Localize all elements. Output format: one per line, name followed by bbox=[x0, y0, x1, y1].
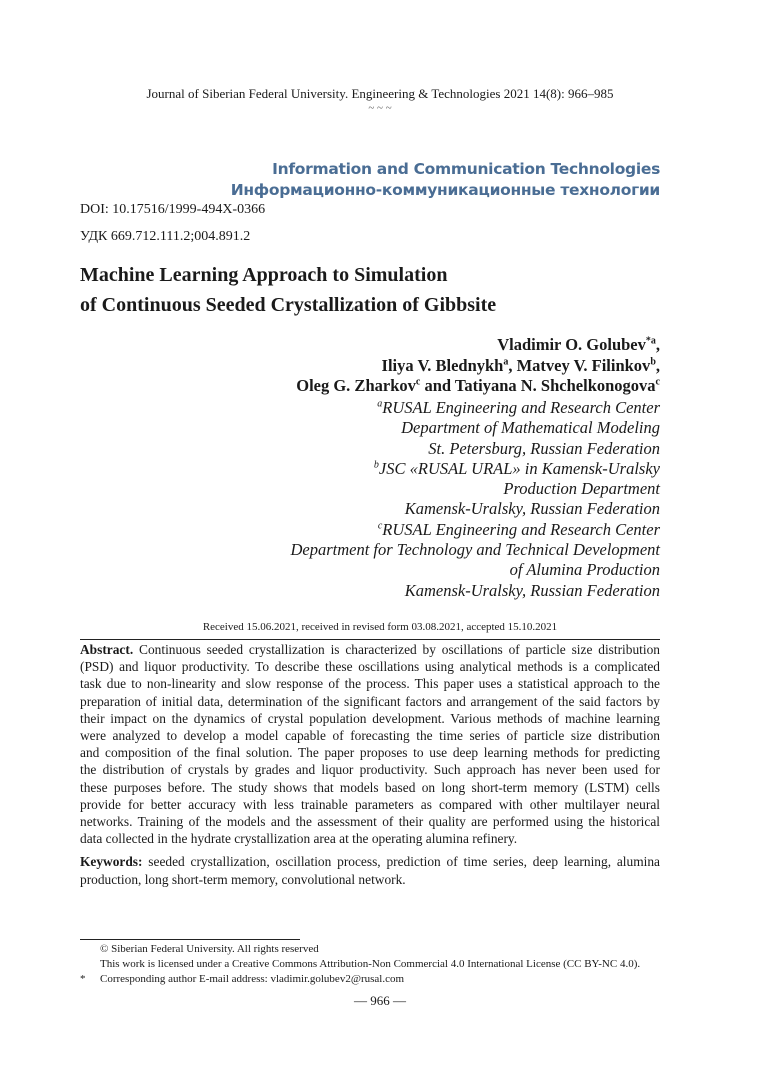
doi: DOI: 10.17516/1999-494X-0366 bbox=[80, 202, 266, 217]
affil-sup: b bbox=[373, 459, 379, 471]
abstract-line: were analyzed to develop a model capable of forecasting the time series of particle size distribution bbox=[80, 728, 660, 744]
keywords-line: production, long short-term memory, convolutional network. bbox=[80, 872, 406, 887]
footnote-divider bbox=[80, 939, 300, 940]
separator: , bbox=[655, 335, 660, 354]
abstract-line: their impact on the dynamics of crystal population development. Various methods of machine learning bbox=[80, 710, 660, 726]
section-title-en: Information and Communication Technologies bbox=[272, 160, 660, 178]
separator: , bbox=[655, 355, 660, 375]
section-title-ru: Информационно-коммуникационные технологии bbox=[230, 181, 660, 199]
abstract-line: task due to non-linearity and slow response of the process. This paper uses a statistical approach to the bbox=[80, 676, 660, 692]
author-sup: *a bbox=[645, 335, 656, 347]
affil-line: Kamensk-Uralsky, Russian Federation bbox=[404, 499, 660, 519]
author-sup: b bbox=[650, 356, 656, 367]
keywords bbox=[80, 853, 660, 889]
corresponding-text: Corresponding author E-mail address: vladimir.golubev2@rusal.com bbox=[100, 973, 405, 985]
paper-title-line-1: Machine Learning Approach to Simulation bbox=[80, 264, 448, 286]
author-name: Matvey V. Filinkov bbox=[516, 355, 651, 375]
author-name: Tatiyana N. Shchelkonogova bbox=[454, 376, 656, 395]
affil-line: of Alumina Production bbox=[509, 560, 660, 580]
journal-citation: Journal of Siberian Federal University. Engineering & Technologies 2021 14(8): 966–985 bbox=[146, 86, 614, 101]
affil-line: RUSAL Engineering and Research Center bbox=[382, 519, 660, 539]
abstract-line: and composition of the final solution. The paper proposes to use deep learning methods for predicting bbox=[80, 745, 660, 761]
abstract-line: these purposes before. The study shows that models based on long short-term memory (LSTM) cells bbox=[80, 779, 660, 795]
divider bbox=[80, 639, 660, 640]
author-name: Iliya V. Blednykh bbox=[381, 355, 504, 375]
separator: and bbox=[420, 376, 455, 395]
corresponding-author-note bbox=[80, 972, 680, 987]
abstract-line: data collected in the hydrate crystallization area at the operating alumina refinery. bbox=[80, 831, 518, 847]
keywords-text: seeded crystallization, oscillation process, prediction of time series, deep learning, alumina bbox=[142, 854, 660, 869]
abstract-line: provide for better accuracy with less trainable parameters as compared with other multilayer neural bbox=[80, 796, 660, 812]
affil-line: Production Department bbox=[503, 479, 660, 499]
author-name: Vladimir O. Golubev bbox=[497, 335, 646, 354]
authors bbox=[296, 335, 660, 397]
footnotes bbox=[80, 942, 680, 987]
author-name: Oleg G. Zharkov bbox=[296, 376, 416, 395]
affil-line: St. Petersburg, Russian Federation bbox=[428, 438, 660, 458]
abstract-line: (PSD) and liquor productivity. To describe these oscillations using analytical methods is a complicated bbox=[80, 659, 660, 675]
abstract-line: networks. Training of the models and the assessment of their quality are performed using the historical bbox=[80, 814, 660, 830]
affil-sup: a bbox=[377, 398, 383, 410]
author-sup: a bbox=[503, 356, 509, 367]
abstract-line bbox=[80, 641, 660, 658]
affiliations bbox=[290, 398, 660, 601]
received-dates: Received 15.06.2021, received in revised form 03.08.2021, accepted 15.10.2021 bbox=[202, 621, 558, 633]
paper-title-line-2: of Continuous Seeded Crystallization of Gibbsite bbox=[80, 294, 497, 316]
udk: УДК 669.712.111.2;004.891.2 bbox=[80, 229, 251, 244]
footnote-mark: * bbox=[80, 973, 86, 985]
affil-line: JSC «RUSAL URAL» in Kamensk-Uralsky bbox=[378, 458, 660, 478]
author-sup: c bbox=[415, 376, 421, 388]
author-sup: c bbox=[655, 376, 660, 388]
abstract-label: Abstract. bbox=[80, 642, 134, 657]
abstract-text: Continuous seeded crystallization is characterized by oscillations of particle size distribution bbox=[133, 642, 660, 657]
license-note: This work is licensed under a Creative Commons Attribution-Non Commercial 4.0 International License (CC BY-NC 4.0). bbox=[100, 958, 641, 970]
affil-sup: c bbox=[377, 520, 383, 532]
keywords-line bbox=[80, 853, 660, 871]
copyright-note: © Siberian Federal University. All rights reserved bbox=[100, 943, 319, 955]
affil-line: RUSAL Engineering and Research Center bbox=[382, 398, 660, 417]
affil-line: Kamensk-Uralsky, Russian Federation bbox=[404, 580, 660, 600]
abstract-line: preparation of initial data, determination of the significant factors and arrangement of the said factors by bbox=[80, 693, 660, 709]
separator: , bbox=[508, 355, 517, 375]
abstract-line: the distribution of crystals by grades and liquor productivity. Such approach has never been used for bbox=[80, 762, 660, 778]
affil-line: Department of Mathematical Modeling bbox=[401, 418, 660, 438]
keywords-label: Keywords: bbox=[80, 854, 143, 869]
page-number: — 966 — bbox=[354, 993, 406, 1008]
ornament: ~ ~ ~ bbox=[368, 102, 392, 114]
affil-line: Department for Technology and Technical Development bbox=[290, 540, 660, 560]
abstract bbox=[80, 641, 660, 847]
